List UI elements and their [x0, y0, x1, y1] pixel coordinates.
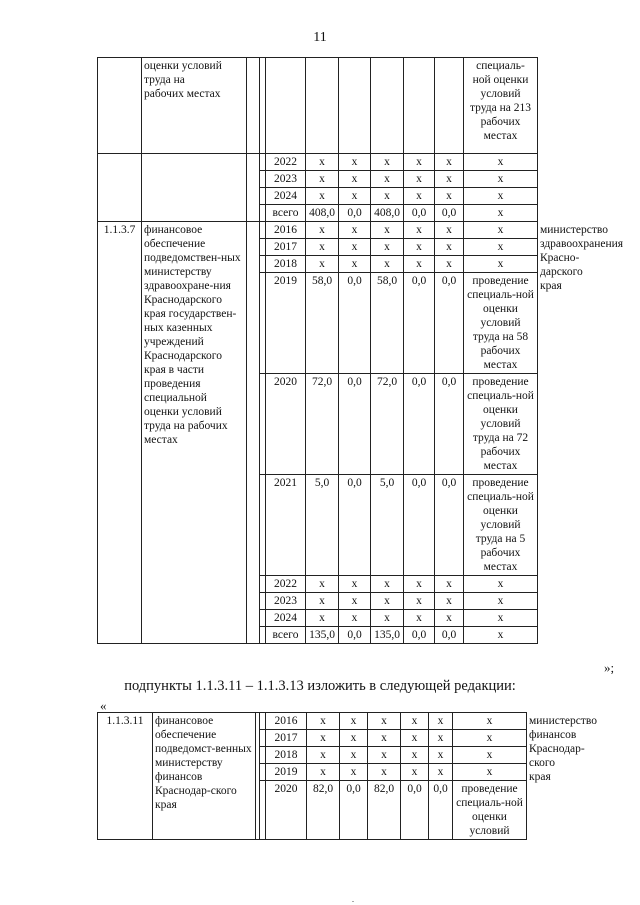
responsible-cell: [538, 154, 552, 171]
value-cell: x: [404, 222, 435, 239]
spacer-cell: [247, 222, 260, 644]
result-cell: проведение специаль-ной оценки условий труда на 5 рабочих местах: [464, 475, 538, 576]
value-cell: 408,0: [371, 205, 404, 222]
year-cell: 2017: [266, 730, 307, 747]
value-cell: x: [306, 610, 339, 627]
value-cell: x: [306, 154, 339, 171]
value-cell: x: [371, 154, 404, 171]
responsible-cell: [538, 205, 552, 222]
year-cell: 2016: [266, 713, 307, 730]
year-cell: всего: [266, 627, 306, 644]
value-cell: [306, 58, 339, 154]
value-cell: x: [429, 747, 453, 764]
program-table-continued: [97, 57, 624, 644]
value-cell: x: [306, 239, 339, 256]
value-cell: x: [401, 747, 429, 764]
value-cell: x: [307, 747, 340, 764]
year-cell: 2021: [266, 475, 306, 576]
result-cell: x: [464, 188, 538, 205]
value-cell: 0,0: [339, 273, 371, 374]
result-cell: x: [453, 730, 527, 747]
description-cell: финансовое обеспечение подведомст-венных министерству финансов Краснодар-ского края: [153, 713, 256, 840]
value-cell: 0,0: [435, 627, 464, 644]
value-cell: x: [368, 713, 401, 730]
item-number-cell: 1.1.3.11: [98, 713, 153, 840]
result-cell: проведение специаль-ной оценки условий труда на 58 рабочих местах: [464, 273, 538, 374]
value-cell: x: [435, 239, 464, 256]
value-cell: 0,0: [435, 374, 464, 475]
year-cell: 2024: [266, 188, 306, 205]
value-cell: x: [371, 171, 404, 188]
result-cell: x: [464, 610, 538, 627]
value-cell: x: [371, 239, 404, 256]
year-cell: 2019: [266, 273, 306, 374]
value-cell: x: [306, 593, 339, 610]
value-cell: 0,0: [401, 781, 429, 840]
result-cell: x: [464, 222, 538, 239]
value-cell: 58,0: [306, 273, 339, 374]
value-cell: 5,0: [306, 475, 339, 576]
responsible-cell: [538, 171, 552, 188]
value-cell: 0,0: [404, 273, 435, 374]
value-cell: 0,0: [404, 374, 435, 475]
value-cell: 0,0: [435, 205, 464, 222]
result-cell: x: [453, 713, 527, 730]
value-cell: x: [435, 256, 464, 273]
value-cell: 0,0: [404, 627, 435, 644]
value-cell: 0,0: [339, 627, 371, 644]
value-cell: [266, 58, 306, 154]
year-cell: 2020: [266, 781, 307, 840]
value-cell: x: [435, 154, 464, 171]
value-cell: 72,0: [306, 374, 339, 475]
program-table-new: [97, 712, 597, 840]
result-cell: x: [464, 627, 538, 644]
description-cell: финансовое обеспечение подведомствен-ных министерству здравоохране-ния Краснодарского края государствен-ных казенных учреждений Краснодарского края в части проведения специальной оценки условий труда на рабочих местах: [142, 222, 247, 644]
value-cell: 0,0: [339, 475, 371, 576]
result-cell: специаль- ной оценки условий труда на 213 рабочих местах: [464, 58, 538, 154]
value-cell: 0,0: [435, 273, 464, 374]
value-cell: x: [404, 171, 435, 188]
description-cell: [142, 58, 247, 154]
value-cell: x: [339, 256, 371, 273]
table-row: [98, 58, 552, 154]
value-cell: x: [435, 171, 464, 188]
result-cell: x: [464, 256, 538, 273]
value-cell: x: [404, 576, 435, 593]
value-cell: x: [339, 154, 371, 171]
item-number-cell: [98, 58, 142, 154]
value-cell: x: [339, 171, 371, 188]
value-cell: x: [339, 593, 371, 610]
description-line: оценки условий: [144, 60, 222, 72]
value-cell: 72,0: [371, 374, 404, 475]
value-cell: x: [368, 764, 401, 781]
value-cell: x: [401, 764, 429, 781]
year-cell: 2018: [266, 747, 307, 764]
value-cell: 0,0: [404, 475, 435, 576]
item-number-cell: 1.1.3.7: [98, 222, 142, 644]
description-line: труда на: [144, 74, 185, 86]
value-cell: [339, 58, 371, 154]
value-cell: 82,0: [368, 781, 401, 840]
bottom-mark: .: [352, 895, 354, 904]
year-cell: 2020: [266, 374, 306, 475]
value-cell: x: [340, 764, 368, 781]
value-cell: x: [435, 593, 464, 610]
value-cell: x: [371, 576, 404, 593]
value-cell: 0,0: [339, 205, 371, 222]
result-cell: x: [464, 239, 538, 256]
value-cell: x: [340, 747, 368, 764]
value-cell: x: [404, 593, 435, 610]
value-cell: x: [429, 764, 453, 781]
value-cell: 82,0: [307, 781, 340, 840]
year-cell: 2016: [266, 222, 306, 239]
value-cell: x: [404, 256, 435, 273]
value-cell: 0,0: [429, 781, 453, 840]
result-cell: проведение специаль-ной оценки условий труда на 72 рабочих местах: [464, 374, 538, 475]
value-cell: x: [371, 256, 404, 273]
value-cell: x: [339, 222, 371, 239]
value-cell: x: [371, 593, 404, 610]
value-cell: x: [307, 764, 340, 781]
value-cell: x: [339, 239, 371, 256]
result-cell: x: [453, 747, 527, 764]
value-cell: x: [435, 576, 464, 593]
value-cell: x: [339, 610, 371, 627]
value-cell: x: [435, 188, 464, 205]
amendment-instruction: подпункты 1.1.3.11 – 1.1.3.13 изложить в следующей редакции:: [124, 678, 516, 694]
value-cell: x: [306, 576, 339, 593]
result-cell: x: [464, 171, 538, 188]
responsible-cell: министерство финансов Краснодар-ского края: [529, 714, 597, 783]
result-cell: x: [464, 593, 538, 610]
responsible-cell: [538, 58, 552, 154]
table-row: [98, 222, 552, 239]
value-cell: x: [339, 576, 371, 593]
year-cell: 2019: [266, 764, 307, 781]
value-cell: x: [404, 610, 435, 627]
result-cell: x: [453, 764, 527, 781]
closing-quote: »;: [604, 660, 615, 675]
value-cell: x: [306, 222, 339, 239]
page-number: 11: [313, 30, 327, 45]
value-cell: x: [306, 171, 339, 188]
value-cell: x: [368, 730, 401, 747]
value-cell: 135,0: [306, 627, 339, 644]
value-cell: x: [404, 154, 435, 171]
value-cell: 0,0: [435, 475, 464, 576]
value-cell: x: [340, 730, 368, 747]
value-cell: x: [306, 256, 339, 273]
responsible-cell: министерство здравоохранения Красно-дарского края: [540, 223, 624, 292]
value-cell: 5,0: [371, 475, 404, 576]
value-cell: x: [429, 730, 453, 747]
value-cell: x: [401, 730, 429, 747]
result-cell: x: [464, 576, 538, 593]
year-cell: 2023: [266, 593, 306, 610]
value-cell: x: [307, 713, 340, 730]
description-line: рабочих местах: [144, 88, 221, 100]
result-cell: проведение специаль-ной оценки условий: [453, 781, 527, 840]
value-cell: x: [404, 188, 435, 205]
value-cell: x: [435, 222, 464, 239]
year-cell: 2024: [266, 610, 306, 627]
value-cell: 0,0: [340, 781, 368, 840]
value-cell: x: [371, 610, 404, 627]
value-cell: 408,0: [306, 205, 339, 222]
value-cell: x: [340, 713, 368, 730]
year-cell: 2017: [266, 239, 306, 256]
opening-quote: «: [100, 698, 107, 713]
value-cell: x: [371, 222, 404, 239]
value-cell: x: [401, 713, 429, 730]
year-cell: 2022: [266, 154, 306, 171]
value-cell: 0,0: [404, 205, 435, 222]
spacer-cell: [247, 154, 260, 222]
value-cell: x: [306, 188, 339, 205]
value-cell: 135,0: [371, 627, 404, 644]
result-cell: x: [464, 205, 538, 222]
item-number-cell: [98, 154, 142, 222]
year-cell: 2018: [266, 256, 306, 273]
value-cell: [435, 58, 464, 154]
value-cell: [404, 58, 435, 154]
responsible-cell: [538, 188, 552, 205]
description-cell: [142, 154, 247, 222]
value-cell: 58,0: [371, 273, 404, 374]
value-cell: x: [404, 239, 435, 256]
value-cell: x: [339, 188, 371, 205]
value-cell: x: [368, 747, 401, 764]
spacer-cell: [247, 58, 260, 154]
value-cell: [371, 58, 404, 154]
table-row: [98, 154, 552, 171]
value-cell: x: [435, 610, 464, 627]
value-cell: x: [307, 730, 340, 747]
year-cell: 2023: [266, 171, 306, 188]
year-cell: всего: [266, 205, 306, 222]
table-row: [98, 713, 552, 730]
value-cell: x: [429, 713, 453, 730]
year-cell: 2022: [266, 576, 306, 593]
value-cell: 0,0: [339, 374, 371, 475]
result-cell: x: [464, 154, 538, 171]
value-cell: x: [371, 188, 404, 205]
